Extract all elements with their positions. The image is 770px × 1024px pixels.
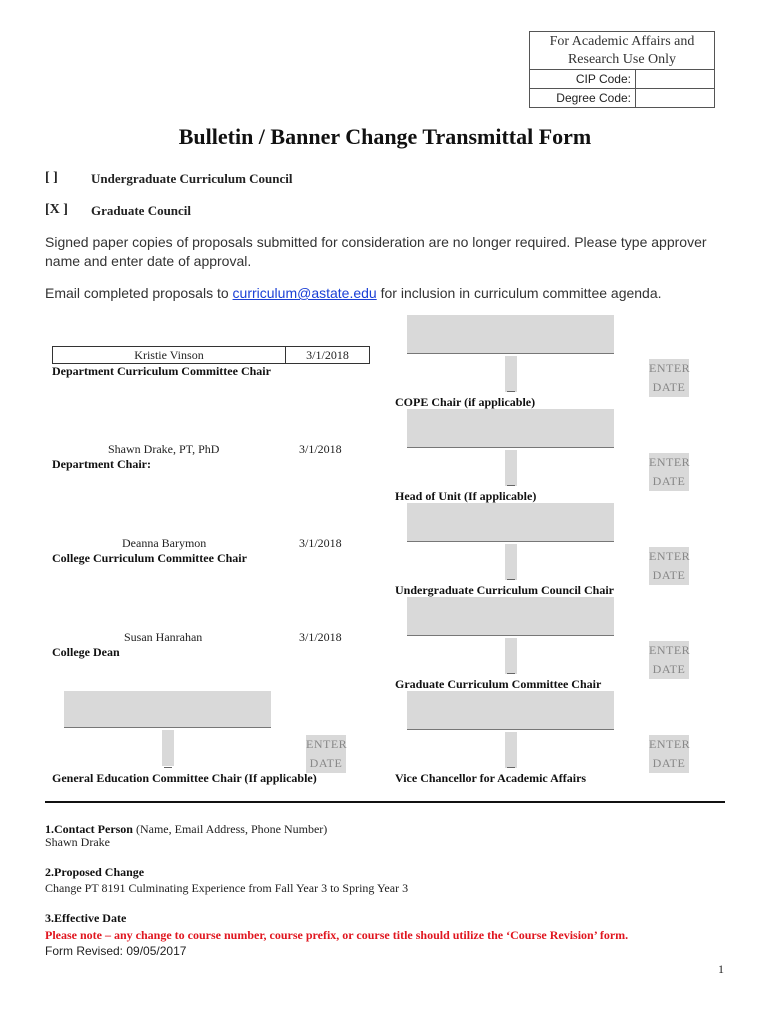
signature-date-stub[interactable] (505, 544, 517, 580)
signer-name[interactable]: Susan Hanrahan (124, 630, 203, 644)
effective-date-heading: 3.Effective Date (45, 911, 127, 925)
enter-date-line2: DATE (652, 568, 686, 582)
date-underline (507, 485, 515, 486)
enter-date-line2: DATE (309, 756, 343, 770)
degree-code-label: Degree Code: (530, 89, 636, 107)
contact-heading: 1.Contact Person (45, 822, 133, 836)
signer-role: Department Curriculum Committee Chair (52, 364, 271, 378)
page-number: 1 (718, 962, 724, 976)
email-suffix: for inclusion in curriculum committee agenda. (376, 285, 662, 301)
graduate-council-checkbox[interactable]: [X ] (45, 202, 68, 217)
signature-name-field[interactable] (407, 691, 614, 730)
cip-code-label: CIP Code: (530, 70, 636, 88)
dept-curriculum-signature-table (52, 346, 370, 364)
signer-name[interactable]: Kristie Vinson (53, 347, 286, 363)
section-divider (45, 801, 725, 803)
enter-date-field[interactable] (649, 547, 689, 585)
email-link[interactable]: curriculum@astate.edu (232, 285, 377, 301)
enter-date-field[interactable] (649, 641, 689, 679)
signature-date-stub[interactable] (505, 732, 517, 768)
degree-code-field[interactable] (636, 89, 714, 107)
signer-date[interactable]: 3/1/2018 (299, 442, 342, 456)
signature-date-stub[interactable] (505, 638, 517, 674)
enter-date-line2: DATE (652, 474, 686, 488)
enter-date-line1: ENTER (649, 643, 691, 657)
cip-code-row (530, 69, 714, 88)
enter-date-line2: DATE (652, 662, 686, 676)
enter-date-line2: DATE (652, 380, 686, 394)
undergraduate-council-label: Undergraduate Curriculum Council (91, 171, 293, 186)
degree-code-row (530, 88, 714, 107)
signer-name[interactable]: Shawn Drake, PT, PhD (108, 442, 220, 456)
email-prefix: Email completed proposals to (45, 285, 233, 301)
date-underline (507, 579, 515, 580)
email-instructions (45, 284, 725, 303)
academic-affairs-use-box (529, 31, 715, 108)
form-title: Bulletin / Banner Change Transmittal Form (178, 124, 592, 149)
signer-role: College Dean (52, 645, 120, 659)
proposed-change-value[interactable]: Change PT 8191 Culminating Experience from Fall Year 3 to Spring Year 3 (45, 881, 409, 895)
enter-date-line2: DATE (652, 756, 686, 770)
date-underline (164, 767, 172, 768)
undergraduate-council-checkbox[interactable]: [ ] (45, 170, 58, 185)
instructions-text: Signed paper copies of proposals submitted for consideration are no longer required. Please type approver name and enter date of approval. (45, 234, 707, 269)
contact-hint: (Name, Email Address, Phone Number) (132, 822, 328, 836)
signer-role: COPE Chair (if applicable) (395, 395, 536, 409)
signer-role: Graduate Curriculum Committee Chair (395, 677, 602, 691)
cip-code-field[interactable] (636, 70, 714, 88)
signature-name-field[interactable] (407, 503, 614, 542)
signer-role: Head of Unit (If applicable) (395, 489, 537, 503)
date-underline (507, 673, 515, 674)
signature-date-stub[interactable] (162, 730, 174, 766)
enter-date-line1: ENTER (649, 361, 691, 375)
enter-date-field[interactable] (649, 735, 689, 773)
enter-date-line1: ENTER (649, 455, 691, 469)
signer-name[interactable]: Deanna Barymon (122, 536, 207, 550)
proposed-change-heading: 2.Proposed Change (45, 865, 145, 879)
date-underline (507, 391, 515, 392)
signer-date[interactable]: 3/1/2018 (299, 630, 342, 644)
signer-role: Department Chair: (52, 457, 151, 471)
enter-date-field[interactable] (649, 359, 689, 397)
signer-role: General Education Committee Chair (If applicable) (52, 771, 317, 785)
signer-role: Undergraduate Curriculum Council Chair (395, 583, 614, 597)
signer-role: Vice Chancellor for Academic Affairs (395, 771, 587, 785)
form-revised-text: Form Revised: 09/05/2017 (45, 944, 187, 958)
course-revision-note: Please note – any change to course number, course prefix, or course title should utilize the ‘Course Revision’ form. (45, 928, 629, 942)
signature-name-field[interactable] (407, 315, 614, 354)
enter-date-line1: ENTER (306, 737, 348, 751)
signature-name-field[interactable] (64, 691, 271, 728)
signer-role: College Curriculum Committee Chair (52, 551, 247, 565)
enter-date-field[interactable] (649, 453, 689, 491)
signature-date-stub[interactable] (505, 356, 517, 392)
signature-name-field[interactable] (407, 409, 614, 448)
signer-date[interactable]: 3/1/2018 (299, 536, 342, 550)
enter-date-field[interactable] (306, 735, 346, 773)
signature-date-stub[interactable] (505, 450, 517, 486)
contact-value[interactable]: Shawn Drake (45, 835, 110, 849)
enter-date-line1: ENTER (649, 549, 691, 563)
date-underline (507, 767, 515, 768)
use-box-heading: For Academic Affairs and Research Use Only (549, 34, 695, 67)
graduate-council-label: Graduate Council (91, 203, 192, 218)
signature-name-field[interactable] (407, 597, 614, 636)
signer-date[interactable]: 3/1/2018 (306, 348, 349, 362)
enter-date-line1: ENTER (649, 737, 691, 751)
